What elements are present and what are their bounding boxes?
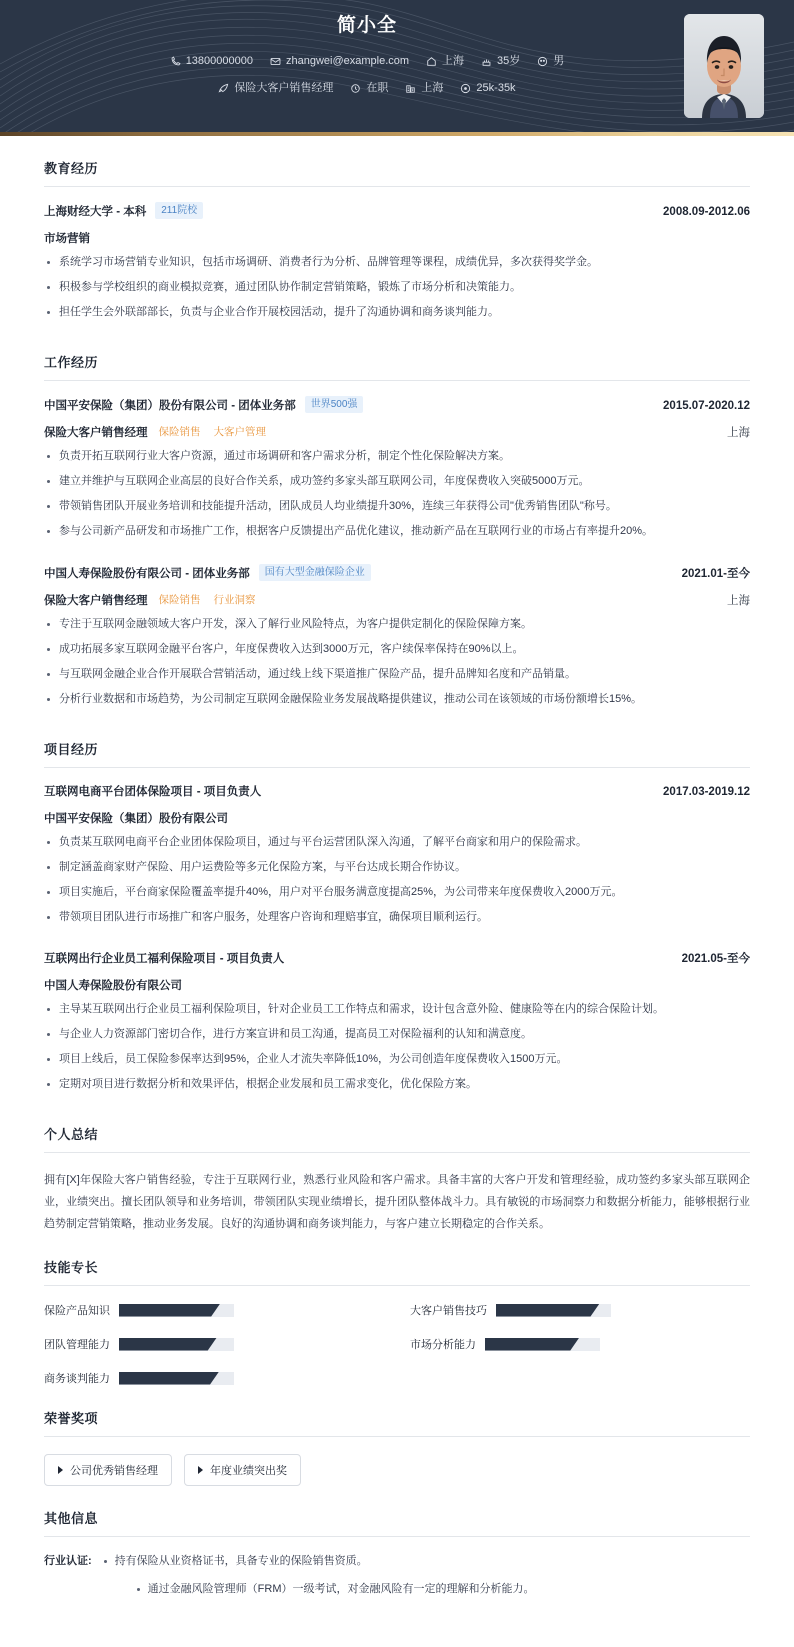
skill-progress-track [119,1338,234,1351]
skill-item [44,1302,384,1318]
other-info-block [44,1553,750,1609]
list-item: 与企业人力资源部门密切合作，进行方案宣讲和员工沟通，提高员工对保险福利的认知和满意度。 [44,1027,750,1042]
job-status-text: 在职 [366,82,389,94]
list-item: 专注于互联网金融领域大客户开发，深入了解行业风险特点，为客户提供定制化的保险保障方案。 [44,617,750,632]
list-item: 参与公司新产品研发和市场推广工作，根据客户反馈提出产品优化建议，推动新产品在互联网行业的市场占有率提升20%。 [44,524,750,539]
work-role-tag: 保险销售 [158,593,201,606]
city-icon [405,83,416,94]
phone-icon [170,56,181,67]
skill-progress-fill [485,1338,579,1351]
list-item: 项目上线后，员工保险参保率达到95%，企业人才流失率降低10%，为公司创造年度保费收入1500万元。 [44,1052,750,1067]
award-label: 公司优秀销售经理 [70,1465,158,1477]
section-summary [44,1102,750,1235]
work-company-tag: 世界500强 [305,396,364,413]
skill-label: 商务谈判能力 [44,1373,110,1385]
work-bullets [44,449,750,539]
project-date: 2017.03-2019.12 [663,786,750,798]
other-info-list [100,1553,535,1609]
section-title-skills: 技能专长 [44,1257,750,1286]
work-role-text: 保险大客户销售经理 [44,427,148,439]
salary-expectation-text: 25k-35k [476,82,516,94]
section-title-work: 工作经历 [44,352,750,381]
skill-item [410,1302,750,1318]
salary-expectation [460,80,515,96]
contact-email-text: zhangwei@example.com [285,55,410,67]
skill-label: 市场分析能力 [410,1339,476,1351]
skill-label: 保险产品知识 [44,1305,110,1317]
contact-gender [537,53,564,69]
play-triangle-icon [198,1466,203,1474]
list-item: 建立并维护与互联网企业高层的良好合作关系，成功签约多家头部互联网公司，年度保费收入突破5000万元。 [44,474,750,489]
list-item: 制定涵盖商家财产保险、用户运费险等多元化保险方案，与平台达成长期合作协议。 [44,860,750,875]
skill-progress-track [119,1304,234,1317]
list-item: 带领销售团队开展业务培训和技能提升活动，团队成员人均业绩提升30%，连续三年获得公司"优秀销售团队"称号。 [44,499,750,514]
skill-item [44,1336,384,1352]
work-entry [44,381,750,539]
work-role [44,592,258,608]
work-city [405,80,443,96]
other-info-label: 行业认证: [44,1555,92,1567]
summary-text: 拥有[X]年保险大客户销售经验，专注于互联网行业，熟悉行业风险和客户需求。具备丰富的大客户开发和管理经验，成功签约多家头部互联网企业，业绩突出。擅长团队领导和业务培训，带领团队实现业绩增长，提升团队整体战斗力。具有敏锐的市场洞察力和数据分析能力，能够根据行业趋势制定营销策略，推动业务发展。良好的沟通协调和商务谈判能力，与客户建立长期稳定的合作关系。 [44,1174,750,1230]
work-company-tag: 国有大型金融保险企业 [259,564,371,581]
work-company [44,396,363,413]
project-company: 中国人寿保险股份有限公司 [44,980,182,992]
work-date: 2021.01-至今 [681,567,750,580]
work-company-text: 中国人寿保险股份有限公司 - 团体业务部 [44,567,250,580]
work-date: 2015.07-2020.12 [663,399,750,412]
section-title-education: 教育经历 [44,158,750,187]
contact-hometown-text: 上海 [442,55,465,67]
mail-icon [270,56,281,67]
work-city-text: 上海 [421,82,444,94]
skill-item [410,1336,750,1352]
section-title-projects: 项目经历 [44,739,750,768]
project-bullets [44,835,750,925]
list-item: 持有保险从业资格证书，具备专业的保险销售资质。 [100,1553,535,1570]
education-major: 市场营销 [44,233,90,245]
list-item: 担任学生会外联部部长，负责与企业合作开展校园活动，提升了沟通协调和商务谈判能力。 [44,305,750,320]
award-label: 年度业绩突出奖 [210,1465,287,1477]
project-date: 2021.05-至今 [681,953,750,965]
project-company: 中国平安保险（集团）股份有限公司 [44,813,228,825]
list-item: 通过金融风险管理师（FRM）一级考试，对金融风险有一定的理解和分析能力。 [100,1581,535,1598]
section-education [44,136,750,320]
home-icon [426,56,437,67]
section-title-other: 其他信息 [44,1508,750,1537]
skill-item [44,1370,384,1386]
contact-phone [170,53,253,69]
work-company [44,564,371,581]
contact-email [270,53,409,69]
work-role-tag: 行业洞察 [213,593,256,606]
list-item: 定期对项目进行数据分析和效果评估，根据企业发展和员工需求变化，优化保险方案。 [44,1077,750,1092]
work-role-tag: 大客户管理 [213,425,266,438]
contact-age [481,53,520,69]
contact-line-2 [0,80,794,96]
education-bullets [44,255,750,320]
contact-line-1 [0,53,794,69]
awards-list [44,1454,750,1486]
desired-position [218,80,333,96]
work-bullets [44,617,750,707]
award-chip[interactable] [184,1454,301,1486]
section-skills [44,1235,750,1386]
list-item: 负责开拓互联网行业大客户资源，通过市场调研和客户需求分析，制定个性化保险解决方案。 [44,449,750,464]
job-status [350,80,388,96]
contact-hometown [426,53,464,69]
avatar-photo [684,14,764,118]
list-item: 分析行业数据和市场趋势，为公司制定互联网金融保险业务发展战略提供建议，推动公司在该领域的市场份额增长15%。 [44,692,750,707]
education-school-text: 上海财经大学 - 本科 [44,205,147,218]
work-entry [44,549,750,707]
list-item: 积极参与学校组织的商业模拟竞赛，通过团队协作制定营销策略，锻炼了市场分析和决策能力。 [44,280,750,295]
work-location: 上海 [727,595,750,607]
work-role-tag: 保险销售 [158,425,201,438]
cake-icon [481,56,492,67]
resume-body [0,136,794,1609]
section-other [44,1486,750,1609]
list-item: 项目实施后，平台商家保险覆盖率提升40%，用户对平台服务满意度提高25%，为公司带来年度保费收入2000万元。 [44,885,750,900]
project-name: 互联网电商平台团体保险项目 - 项目负责人 [44,786,262,798]
skills-grid [44,1302,750,1386]
project-entry [44,935,750,1092]
skill-progress-fill [119,1304,220,1317]
contact-phone-text: 13800000000 [185,55,253,67]
skill-progress-track [485,1338,600,1351]
section-work [44,330,750,707]
list-item: 成功拓展多家互联网金融平台客户，年度保费收入达到3000万元，客户续保率保持在90%以上。 [44,642,750,657]
skill-progress-track [119,1372,234,1385]
list-item: 负责某互联网电商平台企业团体保险项目，通过与平台运营团队深入沟通，了解平台商家和用户的保险需求。 [44,835,750,850]
section-title-summary: 个人总结 [44,1124,750,1153]
work-role-text: 保险大客户销售经理 [44,595,148,607]
contact-age-text: 35岁 [497,55,521,67]
rocket-icon [218,83,229,94]
section-projects [44,717,750,1092]
education-school [44,202,203,219]
gender-icon [537,56,548,67]
education-entry [44,187,750,320]
skill-progress-fill [119,1372,219,1385]
project-bullets [44,1002,750,1092]
list-item: 与互联网金融企业合作开展联合营销活动，通过线上线下渠道推广保险产品，提升品牌知名度和产品销量。 [44,667,750,682]
work-location: 上海 [727,427,750,439]
list-item: 带领项目团队进行市场推广和客户服务，处理客户咨询和理赔事宜，确保项目顺利运行。 [44,910,750,925]
project-entry [44,768,750,925]
resume-header [0,0,794,132]
skill-progress-fill [496,1304,600,1317]
skill-label: 团队管理能力 [44,1339,110,1351]
skill-progress-fill [119,1338,217,1351]
work-company-text: 中国平安保险（集团）股份有限公司 - 团体业务部 [44,399,296,412]
salary-icon [460,83,471,94]
status-icon [350,83,361,94]
award-chip[interactable] [44,1454,172,1486]
work-role [44,424,268,440]
section-title-awards: 荣誉奖项 [44,1408,750,1437]
list-item: 系统学习市场营销专业知识，包括市场调研、消费者行为分析、品牌管理等课程，成绩优异，多次获得奖学金。 [44,255,750,270]
education-tag: 211院校 [155,202,203,219]
candidate-name: 简小全 [336,15,397,36]
play-triangle-icon [58,1466,63,1474]
section-awards [44,1386,750,1486]
education-date: 2008.09-2012.06 [663,205,750,218]
skill-progress-track [496,1304,611,1317]
desired-position-text: 保险大客户销售经理 [234,82,334,94]
skill-label: 大客户销售技巧 [410,1305,487,1317]
list-item: 主导某互联网出行企业员工福利保险项目，针对企业员工工作特点和需求，设计包含意外险、健康险等在内的综合保险计划。 [44,1002,750,1017]
avatar [684,14,764,118]
project-name: 互联网出行企业员工福利保险项目 - 项目负责人 [44,953,285,965]
contact-gender-text: 男 [553,55,565,67]
